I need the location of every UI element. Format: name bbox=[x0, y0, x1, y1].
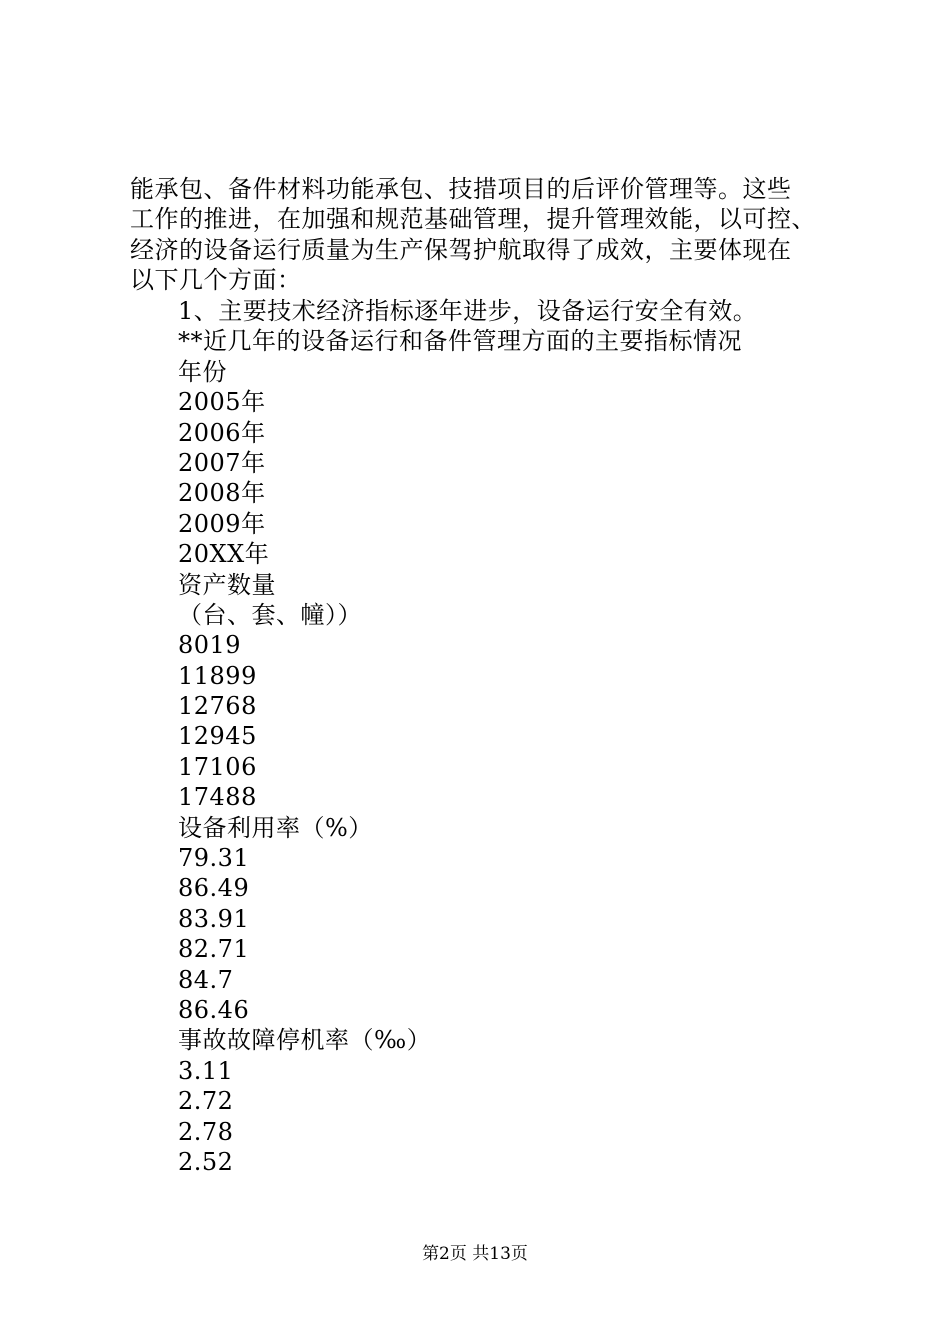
year-cell: 2008年 bbox=[178, 479, 266, 508]
asset-value-cell: 8019 bbox=[178, 631, 242, 660]
utilization-value-cell: 84.7 bbox=[178, 965, 234, 994]
year-cell: 2007年 bbox=[178, 448, 266, 477]
year-cell: 2006年 bbox=[178, 418, 266, 447]
utilization-header: 设备利用率（%） bbox=[178, 813, 373, 842]
section-heading: 1、主要技术经济指标逐年进步，设备运行安全有效。 bbox=[178, 297, 758, 325]
indicator-text-block bbox=[178, 296, 757, 1177]
asset-header: 资产数量 bbox=[178, 570, 276, 599]
intro-line: 经济的设备运行质量为生产保驾护航取得了成效，主要体现在 bbox=[130, 235, 792, 264]
utilization-value-cell: 86.49 bbox=[178, 874, 250, 903]
downtime-value-cell: 2.72 bbox=[178, 1087, 234, 1116]
intro-line: 能承包、备件材料功能承包、技措项目的后评价管理等。这些 bbox=[130, 175, 792, 203]
asset-header-unit: （台、套、幢）） bbox=[178, 600, 362, 629]
intro-line: 工作的推进，在加强和规范基础管理，提升管理效能，以可控、 bbox=[130, 205, 816, 234]
utilization-value-cell: 82.71 bbox=[178, 935, 250, 964]
downtime-header: 事故故障停机率（‰） bbox=[178, 1026, 432, 1055]
asset-value-cell: 11899 bbox=[178, 661, 257, 690]
utilization-value-cell: 86.46 bbox=[178, 995, 250, 1024]
asset-value-cell: 17488 bbox=[178, 783, 257, 812]
asset-value-cell: 12768 bbox=[178, 692, 257, 721]
asset-value-cell: 12945 bbox=[178, 722, 257, 751]
year-cell: 2005年 bbox=[178, 388, 266, 417]
page-footer: 第2页 共13页 bbox=[422, 1244, 528, 1264]
downtime-value-cell: 2.52 bbox=[178, 1147, 234, 1176]
table-caption: **近几年的设备运行和备件管理方面的主要指标情况 bbox=[178, 327, 742, 356]
downtime-value-cell: 2.78 bbox=[178, 1117, 234, 1146]
year-cell: 2009年 bbox=[178, 509, 266, 538]
asset-value-cell: 17106 bbox=[178, 752, 257, 781]
year-cell: 20XX年 bbox=[178, 540, 270, 569]
utilization-value-cell: 79.31 bbox=[178, 844, 250, 873]
downtime-value-cell: 3.11 bbox=[178, 1056, 234, 1085]
intro-paragraph bbox=[130, 174, 835, 296]
utilization-value-cell: 83.91 bbox=[178, 904, 250, 933]
year-header: 年份 bbox=[178, 357, 227, 386]
intro-line: 以下几个方面： bbox=[130, 266, 302, 295]
